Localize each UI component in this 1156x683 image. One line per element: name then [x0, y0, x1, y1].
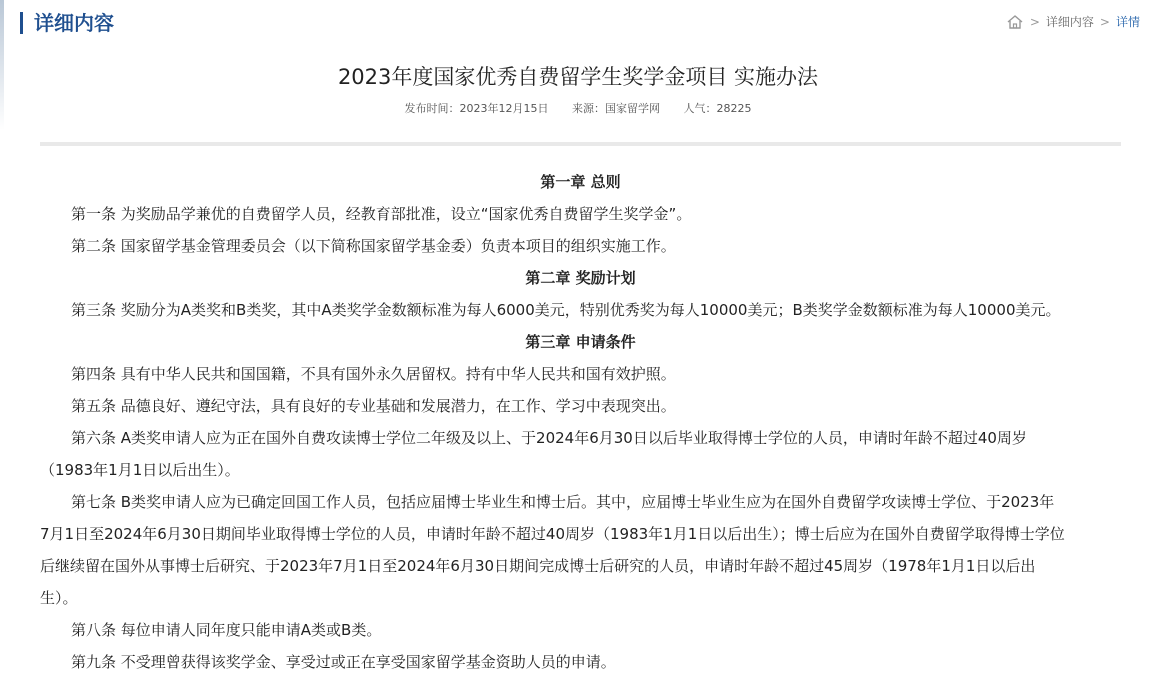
breadcrumb-separator: > [1029, 14, 1040, 29]
article-paragraph: 第一条 为奖励品学兼优的自费留学人员，经教育部批准，设立“国家优秀自费留学生奖学金”。 [71, 205, 692, 223]
article-source: 来源：国家留学网 [572, 102, 660, 115]
home-icon[interactable] [1006, 14, 1024, 30]
article-paragraph-line: 第七条 B类奖申请人应为已确定回国工作人员，包括应届博士毕业生和博士后。其中，应届博士毕业生应为在国外自费留学攻读博士学位、于2023年 [71, 493, 1055, 511]
chapter-heading: 第一章 总则 [540, 173, 621, 191]
chapter-heading: 第三章 申请条件 [525, 333, 636, 351]
article-paragraph-line: 后继续留在国外从事博士后研究、于2023年7月1日至2024年6月30日期间完成博士后研究的人员，申请时年龄不超过45周岁（1978年1月1日以后出 [40, 557, 1036, 575]
section-title: 详细内容 [34, 11, 114, 35]
chapter-heading: 第二章 奖励计划 [525, 269, 636, 287]
article-meta [0, 101, 1156, 117]
article-body [40, 166, 1121, 678]
title-divider [40, 142, 1121, 146]
article-paragraph-line: （1983年1月1日以后出生）。 [40, 461, 240, 479]
section-header [0, 0, 1156, 46]
article-paragraph: 第二条 国家留学基金管理委员会（以下简称国家留学基金委）负责本项目的组织实施工作。 [71, 237, 676, 255]
article-paragraph: 第三条 奖励分为A类奖和B类奖，其中A类奖学金数额标准为每人6000美元，特别优秀奖为每人10000美元；B类奖学金数额标准为每人10000美元。 [71, 301, 1061, 319]
article-paragraph: 第五条 品德良好、遵纪守法，具有良好的专业基础和发展潜力，在工作、学习中表现突出。 [71, 397, 676, 415]
article-paragraph: 第九条 不受理曾获得该奖学金、享受过或正在享受国家留学基金资助人员的申请。 [71, 653, 616, 671]
view-count: 人气：28225 [683, 102, 752, 115]
article-paragraph: 第四条 具有中华人民共和国国籍，不具有国外永久居留权。持有中华人民共和国有效护照。 [71, 365, 676, 383]
breadcrumb-item-detail[interactable]: 详情 [1115, 15, 1140, 29]
article-paragraph-line: 第六条 A类奖申请人应为正在国外自费攻读博士学位二年级及以上、于2024年6月30日以后毕业取得博士学位的人员，申请时年龄不超过40周岁 [71, 429, 1027, 447]
breadcrumb [1006, 13, 1140, 30]
header-accent-bar [20, 12, 23, 34]
article-paragraph: 第八条 每位申请人同年度只能申请A类或B类。 [71, 621, 382, 639]
article-paragraph-line: 生）。 [40, 589, 78, 607]
breadcrumb-separator: > [1099, 14, 1110, 29]
publish-date: 发布时间：2023年12月15日 [404, 102, 549, 115]
breadcrumb-item-detail-content[interactable]: 详细内容 [1045, 15, 1094, 29]
article-title: 2023年度国家优秀自费留学生奖学金项目 实施办法 [337, 65, 819, 89]
article-paragraph-line: 7月1日至2024年6月30日期间毕业取得博士学位的人员，申请时年龄不超过40周岁（1983年1月1日以后出生）；博士后应为在国外自费留学取得博士学位 [40, 525, 1065, 543]
